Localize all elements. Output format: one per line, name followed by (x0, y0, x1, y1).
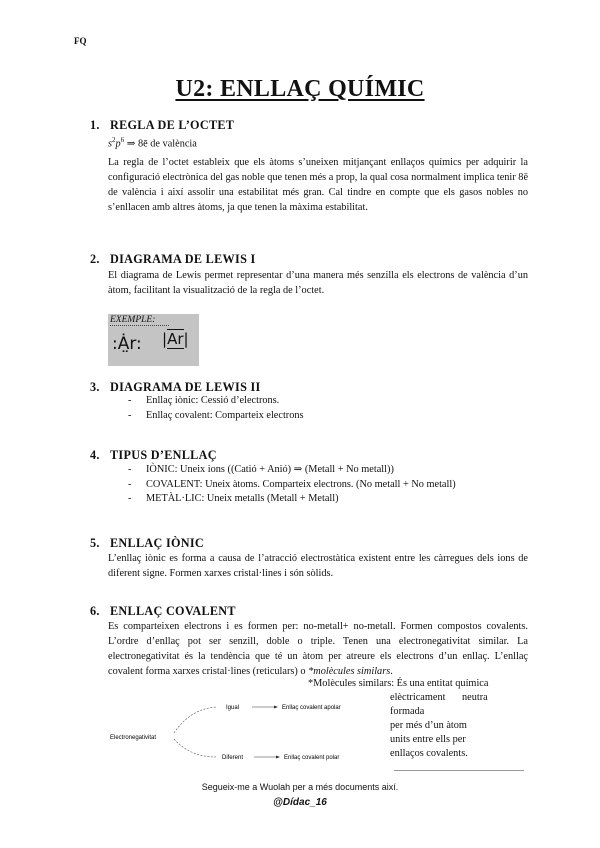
formula-p: p (115, 138, 121, 150)
formula-p-exp: 6 (120, 136, 125, 144)
implies-arrow: ⇒ (126, 138, 136, 150)
formula-text: 8ē de valència (137, 138, 197, 150)
section-title: REGLA DE L’OCTET (110, 118, 235, 132)
list-item: - COVALENT: Uneix àtoms. Comparteix electrons. (No metall + No metall) (128, 478, 456, 490)
section-2-heading (90, 252, 256, 267)
emphasis-molecules: *molècules similars (308, 666, 391, 677)
section-4-heading (90, 448, 217, 463)
section-title: TIPUS D’ENLLAÇ (110, 448, 217, 462)
document-header: FQ (74, 36, 87, 46)
molecules-note-line-2: elèctricament neutra (390, 692, 488, 703)
octet-formula (108, 136, 197, 149)
section-title: ENLLAÇ COVALENT (110, 604, 236, 618)
molecules-note-line-5: units entre ells per (390, 734, 466, 745)
section-number: 1. (90, 118, 100, 132)
section-1-heading (90, 118, 234, 133)
list-item: - METÀL·LIC: Uneix metalls (Metall + Metall) (128, 493, 339, 504)
section-number: 4. (90, 448, 100, 462)
molecules-note-line-3: formada (390, 706, 425, 717)
section-6-heading (90, 604, 236, 619)
section-1-paragraph: La regla de l’octet estableix que els àtoms s’uneixen mitjançant enllaços químics per adquirir la configuració electrònica del gas noble que tenen més a prop, la qual cosa normalment implica tenir 8ē de valència i així assolir una estabilitat més gran. Cal tindre en compte que els gasos nobles no s’enllacen amb altres àtoms, ja que tenen la màxima estabilitat. (108, 157, 529, 213)
branch-different-label: Diferent (222, 755, 244, 761)
section-3-heading (90, 380, 261, 395)
section-5-paragraph: L’enllaç iònic es forma a causa de l’atracció electrostàtica existent entre les càrregues dels ions de diferent signe. Formen xarxes cristal·lines i són sòlids. (108, 553, 528, 579)
lewis-box-argon: |Ar| (162, 330, 189, 348)
section-3-list (128, 394, 528, 423)
section-4-list (128, 463, 538, 507)
molecules-note-line-4: per més d’un àtom (390, 720, 467, 731)
arrowhead-lower (276, 756, 280, 759)
result-polar-label: Enllaç covalent polar (284, 755, 340, 761)
section-title: DIAGRAMA DE LEWIS I (110, 252, 256, 266)
note-divider (394, 770, 524, 771)
formula-s: s (108, 138, 113, 150)
page-title: U2: ENLLAÇ QUÍMIC (175, 76, 425, 102)
molecules-note-line-6: enllaços covalents. (390, 748, 468, 759)
lewis-dot-argon: :Ȧ̤r: (112, 334, 142, 354)
list-item: - Enllaç covalent: Comparteix electrons (128, 409, 304, 421)
footer-promo: Segueix-me a Wuolah per a més documents així. (201, 782, 399, 792)
lewis-example-box (108, 314, 199, 366)
result-apolar-label: Enllaç covalent apolar (282, 705, 341, 711)
section-number: 3. (90, 380, 100, 394)
formula-s-exp: 2 (112, 136, 116, 144)
list-item: - IÒNIC: Uneix ions ((Catió + Anió) ⇒ (Metall + No metall)) (128, 464, 394, 475)
list-item: - Enllaç iònic: Cessió d’electrons. (128, 395, 280, 406)
section-2-paragraph: El diagrama de Lewis permet representar d’una manera més senzilla els electrons de valència d’un àtom, facilitant la visualització de la regla de l’octet. (108, 270, 528, 296)
section-6-paragraph: Es comparteixen electrons i es formen per: no-metall+ no-metall. Formen compostos covalents. L’ordre d’enllaç pot ser senzill, doble o triple. Tenen una electronegativitat similar. La electronegativitat és la tendència que té un àtom per atreure els electrons d’un enllaç. L’enllaç covalent forma xarxes cristal·lines (reticulars) o *molècules similars. (108, 621, 528, 677)
section-number: 5. (90, 536, 100, 550)
section-number: 2. (90, 252, 100, 266)
lower-branch-curve (174, 739, 216, 757)
footer-handle[interactable]: @Dídac_16 (273, 797, 327, 808)
example-label: EXEMPLE: (110, 315, 169, 326)
arrowhead-upper (274, 706, 278, 709)
electronegativity-diagram (108, 695, 388, 765)
diagram-root-label: Electronegativitat (110, 735, 157, 741)
section-number: 6. (90, 604, 100, 618)
section-title: DIAGRAMA DE LEWIS II (110, 380, 261, 394)
section-5-heading (90, 536, 204, 551)
upper-branch-curve (174, 707, 216, 733)
molecules-note-line-1: *Molècules similars: És una entitat química (308, 678, 489, 689)
branch-equal-label: Igual (226, 705, 240, 711)
section-title: ENLLAÇ IÒNIC (110, 536, 205, 550)
